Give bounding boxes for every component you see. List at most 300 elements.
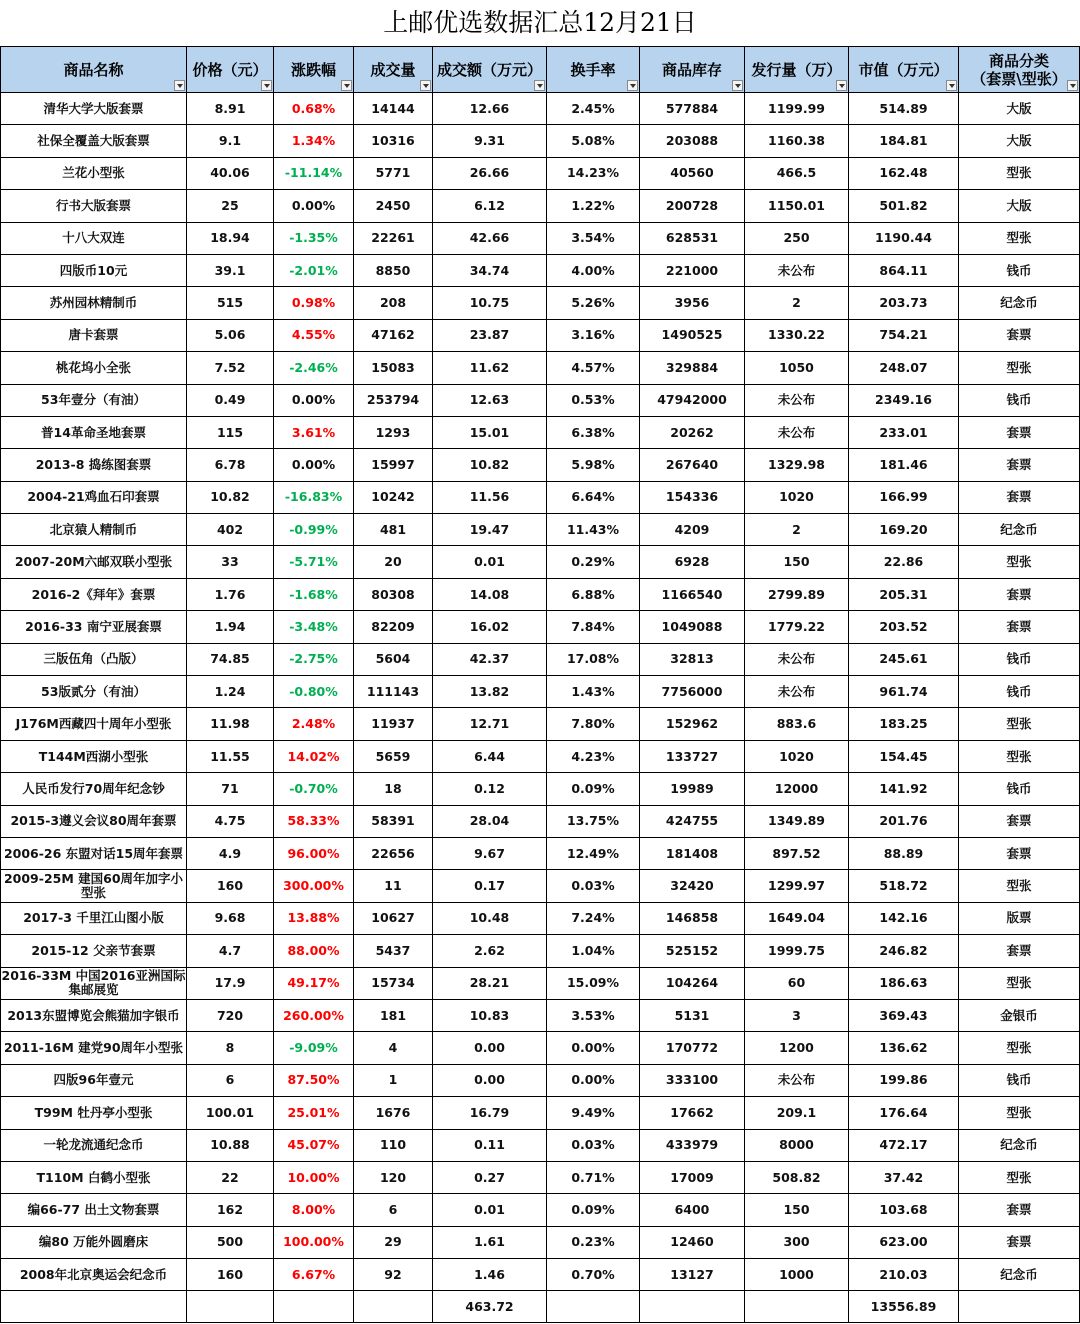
column-header-stock (640, 47, 745, 93)
cell-turnover: 0.00% (547, 1064, 640, 1096)
cell-turnover: 3.16% (547, 319, 640, 351)
cell-turnover: 0.29% (547, 546, 640, 578)
cell-issue: 未公布 (745, 643, 849, 675)
cell-name: T110M 白鹤小型张 (1, 1161, 187, 1193)
cell-category: 型张 (959, 222, 1080, 254)
cell-change: 0.00% (274, 190, 354, 222)
cell-price: 1.24 (187, 676, 274, 708)
cell-name: 2017-3 千里江山图小版 (1, 902, 187, 934)
table-row (1, 384, 1080, 416)
cell-name: 四版96年壹元 (1, 1064, 187, 1096)
cell-turnover: 0.09% (547, 1194, 640, 1226)
cell-mcap: 201.76 (849, 805, 959, 837)
cell-volume: 5771 (354, 157, 433, 189)
cell-price: 160 (187, 1259, 274, 1291)
cell-change: 49.17% (274, 967, 354, 999)
cell-change: -11.14% (274, 157, 354, 189)
cell-stock: 1490525 (640, 319, 745, 351)
empty-cell (547, 1291, 640, 1323)
column-header-label: 商品名称 (63, 60, 124, 79)
cell-turnover: 0.00% (547, 1032, 640, 1064)
cell-volume: 82209 (354, 611, 433, 643)
cell-category: 型张 (959, 1161, 1080, 1193)
cell-stock: 170772 (640, 1032, 745, 1064)
cell-change: -0.99% (274, 514, 354, 546)
empty-cell (640, 1291, 745, 1323)
total-mcap: 13556.89 (849, 1291, 959, 1323)
cell-stock: 7756000 (640, 676, 745, 708)
cell-mcap: 183.25 (849, 708, 959, 740)
cell-amount: 12.63 (433, 384, 547, 416)
table-body (1, 93, 1080, 1323)
cell-price: 10.82 (187, 481, 274, 513)
cell-issue: 60 (745, 967, 849, 999)
cell-amount: 9.67 (433, 837, 547, 869)
cell-change: 1.34% (274, 125, 354, 157)
filter-dropdown-icon[interactable] (836, 80, 847, 91)
cell-amount: 0.00 (433, 1064, 547, 1096)
filter-dropdown-icon[interactable] (627, 80, 638, 91)
cell-turnover: 1.04% (547, 935, 640, 967)
cell-name: 2011-16M 建党90周年小型张 (1, 1032, 187, 1064)
cell-issue: 未公布 (745, 676, 849, 708)
cell-turnover: 6.88% (547, 578, 640, 610)
cell-price: 18.94 (187, 222, 274, 254)
table-row (1, 514, 1080, 546)
cell-issue: 897.52 (745, 837, 849, 869)
cell-change: 8.00% (274, 1194, 354, 1226)
cell-mcap: 176.64 (849, 1097, 959, 1129)
cell-issue: 466.5 (745, 157, 849, 189)
cell-change: 300.00% (274, 870, 354, 902)
cell-volume: 92 (354, 1259, 433, 1291)
cell-volume: 5437 (354, 935, 433, 967)
cell-stock: 424755 (640, 805, 745, 837)
cell-name: 2016-33 南宁亚展套票 (1, 611, 187, 643)
cell-name: 十八大双连 (1, 222, 187, 254)
cell-stock: 17009 (640, 1161, 745, 1193)
cell-amount: 0.11 (433, 1129, 547, 1161)
cell-stock: 152962 (640, 708, 745, 740)
cell-volume: 120 (354, 1161, 433, 1193)
cell-price: 9.1 (187, 125, 274, 157)
cell-stock: 329884 (640, 352, 745, 384)
cell-price: 115 (187, 416, 274, 448)
cell-amount: 10.83 (433, 999, 547, 1031)
cell-stock: 1166540 (640, 578, 745, 610)
cell-name: J176M西藏四十周年小型张 (1, 708, 187, 740)
table-row (1, 611, 1080, 643)
cell-category: 型张 (959, 870, 1080, 902)
filter-dropdown-icon[interactable] (420, 80, 431, 91)
cell-amount: 10.82 (433, 449, 547, 481)
table-row (1, 935, 1080, 967)
cell-amount: 9.31 (433, 125, 547, 157)
filter-dropdown-icon[interactable] (534, 80, 545, 91)
cell-volume: 10242 (354, 481, 433, 513)
cell-mcap: 518.72 (849, 870, 959, 902)
cell-change: 87.50% (274, 1064, 354, 1096)
cell-change: 45.07% (274, 1129, 354, 1161)
cell-turnover: 5.08% (547, 125, 640, 157)
cell-price: 11.55 (187, 740, 274, 772)
cell-price: 515 (187, 287, 274, 319)
filter-dropdown-icon[interactable] (261, 80, 272, 91)
cell-stock: 17662 (640, 1097, 745, 1129)
cell-turnover: 5.26% (547, 287, 640, 319)
empty-cell (187, 1291, 274, 1323)
cell-change: -1.68% (274, 578, 354, 610)
cell-category: 纪念币 (959, 514, 1080, 546)
cell-mcap: 203.73 (849, 287, 959, 319)
cell-price: 39.1 (187, 254, 274, 286)
cell-price: 500 (187, 1226, 274, 1258)
cell-turnover: 9.49% (547, 1097, 640, 1129)
cell-change: -0.80% (274, 676, 354, 708)
cell-name: 编66-77 出土文物套票 (1, 1194, 187, 1226)
table-row (1, 708, 1080, 740)
cell-volume: 111143 (354, 676, 433, 708)
cell-name: T99M 牡丹亭小型张 (1, 1097, 187, 1129)
table-row (1, 805, 1080, 837)
table-row (1, 1129, 1080, 1161)
table-row (1, 319, 1080, 351)
cell-change: 13.88% (274, 902, 354, 934)
cell-name: T144M西湖小型张 (1, 740, 187, 772)
cell-volume: 80308 (354, 578, 433, 610)
cell-name: 2015-3遵义会议80周年套票 (1, 805, 187, 837)
table-row (1, 1226, 1080, 1258)
cell-turnover: 1.22% (547, 190, 640, 222)
column-header-issue (745, 47, 849, 93)
table-row (1, 902, 1080, 934)
cell-volume: 253794 (354, 384, 433, 416)
cell-stock: 133727 (640, 740, 745, 772)
cell-stock: 6400 (640, 1194, 745, 1226)
cell-name: 2004-21鸡血石印套票 (1, 481, 187, 513)
table-row (1, 578, 1080, 610)
cell-volume: 1 (354, 1064, 433, 1096)
cell-category: 型张 (959, 967, 1080, 999)
totals-row (1, 1291, 1080, 1323)
cell-price: 25 (187, 190, 274, 222)
cell-stock: 146858 (640, 902, 745, 934)
cell-amount: 14.08 (433, 578, 547, 610)
cell-change: 25.01% (274, 1097, 354, 1129)
cell-mcap: 136.62 (849, 1032, 959, 1064)
cell-turnover: 0.23% (547, 1226, 640, 1258)
cell-category: 纪念币 (959, 1129, 1080, 1161)
cell-turnover: 0.03% (547, 870, 640, 902)
cell-change: 3.61% (274, 416, 354, 448)
cell-price: 4.9 (187, 837, 274, 869)
cell-stock: 628531 (640, 222, 745, 254)
cell-mcap: 961.74 (849, 676, 959, 708)
cell-price: 6 (187, 1064, 274, 1096)
empty-cell (1, 1291, 187, 1323)
cell-amount: 28.21 (433, 967, 547, 999)
cell-volume: 2450 (354, 190, 433, 222)
cell-mcap: 514.89 (849, 93, 959, 125)
cell-turnover: 0.70% (547, 1259, 640, 1291)
cell-volume: 5659 (354, 740, 433, 772)
cell-name: 普14革命圣地套票 (1, 416, 187, 448)
cell-category: 套票 (959, 805, 1080, 837)
cell-name: 53版贰分（有油） (1, 676, 187, 708)
cell-mcap: 169.20 (849, 514, 959, 546)
cell-amount: 13.82 (433, 676, 547, 708)
cell-price: 74.85 (187, 643, 274, 675)
column-header-name (1, 47, 187, 93)
cell-stock: 203088 (640, 125, 745, 157)
cell-category: 套票 (959, 935, 1080, 967)
cell-stock: 1049088 (640, 611, 745, 643)
cell-mcap: 199.86 (849, 1064, 959, 1096)
cell-category: 钱币 (959, 676, 1080, 708)
cell-change: -2.01% (274, 254, 354, 286)
cell-turnover: 4.00% (547, 254, 640, 286)
cell-mcap: 864.11 (849, 254, 959, 286)
empty-cell (274, 1291, 354, 1323)
cell-mcap: 142.16 (849, 902, 959, 934)
cell-issue: 150 (745, 546, 849, 578)
cell-mcap: 248.07 (849, 352, 959, 384)
cell-issue: 2799.89 (745, 578, 849, 610)
cell-category: 大版 (959, 93, 1080, 125)
cell-mcap: 245.61 (849, 643, 959, 675)
cell-turnover: 17.08% (547, 643, 640, 675)
cell-mcap: 623.00 (849, 1226, 959, 1258)
column-header-label: 成交量 (370, 60, 416, 79)
cell-price: 5.06 (187, 319, 274, 351)
table-row (1, 416, 1080, 448)
cell-issue: 12000 (745, 773, 849, 805)
cell-category: 套票 (959, 1194, 1080, 1226)
cell-price: 22 (187, 1161, 274, 1193)
cell-stock: 181408 (640, 837, 745, 869)
cell-category: 型张 (959, 546, 1080, 578)
column-header-label: 市值（万元） (858, 60, 949, 79)
cell-change: 96.00% (274, 837, 354, 869)
cell-issue: 2 (745, 287, 849, 319)
cell-issue: 3 (745, 999, 849, 1031)
cell-category: 大版 (959, 190, 1080, 222)
table-row (1, 999, 1080, 1031)
cell-name: 2016-33M 中国2016亚洲国际集邮展览 (1, 967, 187, 999)
cell-stock: 4209 (640, 514, 745, 546)
table-row (1, 157, 1080, 189)
cell-volume: 10627 (354, 902, 433, 934)
cell-amount: 0.27 (433, 1161, 547, 1193)
table-row (1, 1259, 1080, 1291)
cell-turnover: 7.24% (547, 902, 640, 934)
cell-name: 2013-8 捣练图套票 (1, 449, 187, 481)
cell-stock: 19989 (640, 773, 745, 805)
cell-issue: 未公布 (745, 1064, 849, 1096)
cell-price: 402 (187, 514, 274, 546)
cell-change: -2.46% (274, 352, 354, 384)
cell-issue: 1330.22 (745, 319, 849, 351)
column-header-label: 成交额（万元） (436, 60, 542, 79)
cell-amount: 0.01 (433, 546, 547, 578)
cell-name: 行书大版套票 (1, 190, 187, 222)
cell-price: 11.98 (187, 708, 274, 740)
cell-category: 钱币 (959, 773, 1080, 805)
column-header-turnover (547, 47, 640, 93)
column-header-change (274, 47, 354, 93)
cell-change: -16.83% (274, 481, 354, 513)
cell-amount: 42.66 (433, 222, 547, 254)
cell-turnover: 0.03% (547, 1129, 640, 1161)
cell-name: 2007-20M六邮双联小型张 (1, 546, 187, 578)
cell-volume: 8850 (354, 254, 433, 286)
cell-turnover: 1.43% (547, 676, 640, 708)
cell-amount: 6.12 (433, 190, 547, 222)
cell-change: 6.67% (274, 1259, 354, 1291)
cell-issue: 300 (745, 1226, 849, 1258)
cell-volume: 15734 (354, 967, 433, 999)
empty-cell (959, 1291, 1080, 1323)
cell-issue: 1649.04 (745, 902, 849, 934)
cell-turnover: 7.80% (547, 708, 640, 740)
cell-mcap: 205.31 (849, 578, 959, 610)
cell-change: -5.71% (274, 546, 354, 578)
table-row (1, 125, 1080, 157)
cell-name: 2009-25M 建国60周年加字小型张 (1, 870, 187, 902)
cell-stock: 3956 (640, 287, 745, 319)
cell-category: 大版 (959, 125, 1080, 157)
cell-amount: 12.66 (433, 93, 547, 125)
cell-category: 套票 (959, 611, 1080, 643)
filter-dropdown-icon[interactable] (174, 80, 185, 91)
table-row (1, 676, 1080, 708)
cell-name: 四版币10元 (1, 254, 187, 286)
cell-category: 套票 (959, 449, 1080, 481)
column-header-label: 涨跌幅 (290, 60, 336, 79)
cell-amount: 42.37 (433, 643, 547, 675)
column-header-label: 商品库存 (661, 60, 722, 79)
cell-volume: 208 (354, 287, 433, 319)
filter-dropdown-icon[interactable] (1067, 80, 1078, 91)
cell-issue: 1160.38 (745, 125, 849, 157)
table-row (1, 773, 1080, 805)
cell-amount: 0.01 (433, 1194, 547, 1226)
table-row (1, 1161, 1080, 1193)
filter-dropdown-icon[interactable] (732, 80, 743, 91)
cell-price: 9.68 (187, 902, 274, 934)
filter-dropdown-icon[interactable] (946, 80, 957, 91)
cell-issue: 150 (745, 1194, 849, 1226)
table-row (1, 837, 1080, 869)
header-row (1, 47, 1080, 93)
cell-issue: 1999.75 (745, 935, 849, 967)
cell-category: 版票 (959, 902, 1080, 934)
cell-volume: 15997 (354, 449, 433, 481)
empty-cell (745, 1291, 849, 1323)
cell-volume: 22656 (354, 837, 433, 869)
cell-volume: 15083 (354, 352, 433, 384)
cell-volume: 181 (354, 999, 433, 1031)
cell-volume: 14144 (354, 93, 433, 125)
cell-name: 53年壹分（有油） (1, 384, 187, 416)
cell-category: 钱币 (959, 384, 1080, 416)
cell-turnover: 15.09% (547, 967, 640, 999)
cell-volume: 10316 (354, 125, 433, 157)
cell-issue: 883.6 (745, 708, 849, 740)
cell-mcap: 754.21 (849, 319, 959, 351)
cell-price: 40.06 (187, 157, 274, 189)
column-header-label: 换手率 (570, 60, 616, 79)
cell-category: 钱币 (959, 1064, 1080, 1096)
table-row (1, 352, 1080, 384)
cell-name: 编80 万能外圆磨床 (1, 1226, 187, 1258)
cell-price: 6.78 (187, 449, 274, 481)
cell-category: 套票 (959, 319, 1080, 351)
cell-amount: 11.56 (433, 481, 547, 513)
data-table (0, 46, 1080, 1323)
cell-name: 2015-12 父亲节套票 (1, 935, 187, 967)
column-header-mcap (849, 47, 959, 93)
cell-volume: 4 (354, 1032, 433, 1064)
filter-dropdown-icon[interactable] (341, 80, 352, 91)
cell-mcap: 141.92 (849, 773, 959, 805)
cell-category: 套票 (959, 481, 1080, 513)
cell-name: 2006-26 东盟对话15周年套票 (1, 837, 187, 869)
cell-change: -0.70% (274, 773, 354, 805)
cell-turnover: 6.38% (547, 416, 640, 448)
cell-issue: 未公布 (745, 254, 849, 286)
cell-price: 0.49 (187, 384, 274, 416)
cell-price: 1.94 (187, 611, 274, 643)
cell-change: -2.75% (274, 643, 354, 675)
cell-change: -3.48% (274, 611, 354, 643)
table-row (1, 481, 1080, 513)
cell-amount: 2.62 (433, 935, 547, 967)
cell-issue: 1349.89 (745, 805, 849, 837)
cell-volume: 22261 (354, 222, 433, 254)
cell-category: 纪念币 (959, 287, 1080, 319)
cell-volume: 6 (354, 1194, 433, 1226)
cell-volume: 18 (354, 773, 433, 805)
cell-amount: 16.79 (433, 1097, 547, 1129)
cell-issue: 1199.99 (745, 93, 849, 125)
cell-issue: 未公布 (745, 416, 849, 448)
column-header-label: 商品分类 （套票\型张） (971, 51, 1067, 88)
cell-issue: 1200 (745, 1032, 849, 1064)
cell-mcap: 154.45 (849, 740, 959, 772)
cell-stock: 32420 (640, 870, 745, 902)
cell-amount: 11.62 (433, 352, 547, 384)
cell-price: 10.88 (187, 1129, 274, 1161)
cell-stock: 12460 (640, 1226, 745, 1258)
cell-stock: 577884 (640, 93, 745, 125)
cell-price: 17.9 (187, 967, 274, 999)
cell-mcap: 369.43 (849, 999, 959, 1031)
cell-turnover: 4.57% (547, 352, 640, 384)
cell-name: 唐卡套票 (1, 319, 187, 351)
table-row (1, 1097, 1080, 1129)
cell-issue: 1020 (745, 740, 849, 772)
cell-mcap: 181.46 (849, 449, 959, 481)
cell-name: 2013东盟博览会熊猫加字银币 (1, 999, 187, 1031)
cell-turnover: 12.49% (547, 837, 640, 869)
column-header-amount (433, 47, 547, 93)
cell-name: 苏州园林精制币 (1, 287, 187, 319)
table-row (1, 254, 1080, 286)
cell-turnover: 13.75% (547, 805, 640, 837)
cell-category: 型张 (959, 352, 1080, 384)
cell-issue: 250 (745, 222, 849, 254)
